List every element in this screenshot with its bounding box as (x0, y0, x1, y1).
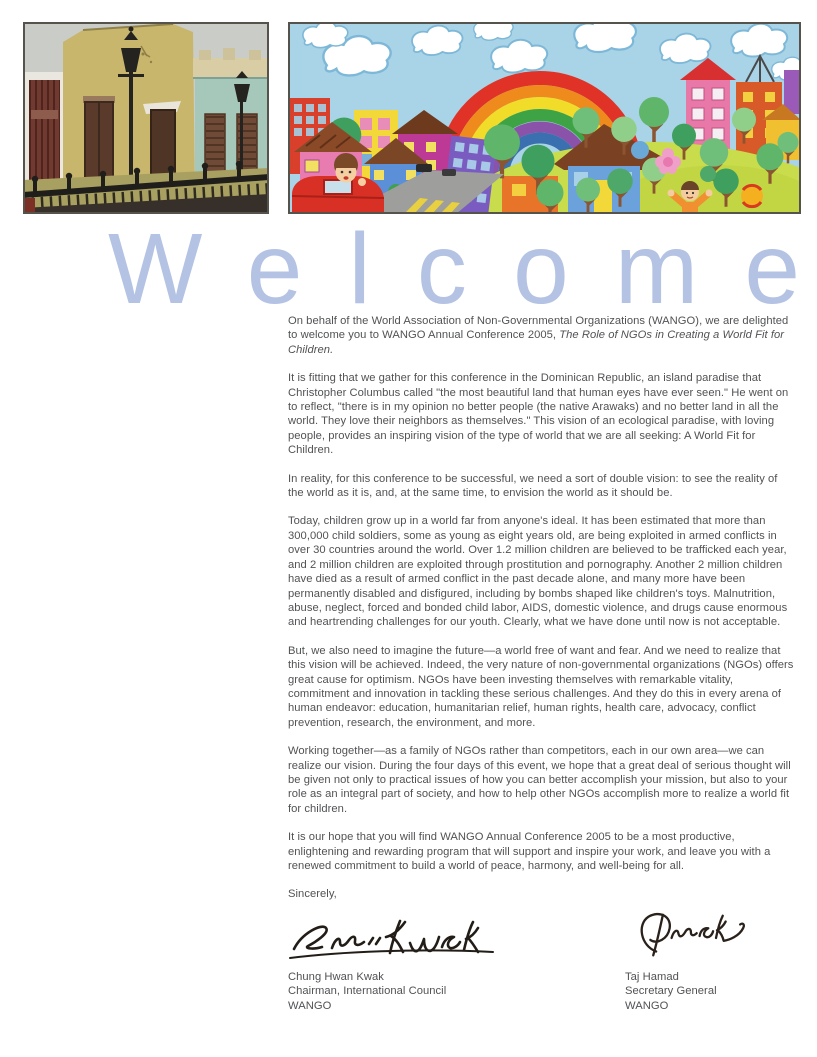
street-photo-illustration (23, 22, 269, 214)
paragraph-1-text: On behalf of the World Association of Non-Governmental Organizations (WANGO), we are delighted to welcome you to WANGO Annual Conference 2005, (288, 315, 789, 342)
signatory-chung-hwan-kwak (288, 909, 625, 1013)
kwak-signature (288, 909, 625, 965)
signatory-name: Chung Hwan Kwak (288, 970, 384, 983)
paragraph-5: But, we also need to imagine the future—a world free of want and fear. And we need to realize that this vision will be achieved. Indeed, the very nature of non-governmental organizations (NGOs) offers great cause for optimism. NGOs have been investing themselves with remarkable vitality, commitment and innovation in tackling these serious challenges. And they do this in every arena of human endeavor: education, humanitarian relief, human rights, health care, advocacy, conflict prevention, research, the environment, and more. (288, 644, 794, 729)
welcome-headline (106, 206, 812, 320)
conference-theme-italic: The Role of NGOs in Creating a World Fit for Children. (288, 329, 785, 356)
signatory-org: WANGO (288, 999, 332, 1012)
page-title (106, 206, 812, 320)
kwak-signature-drawing (288, 915, 496, 965)
kwak-name-block (288, 970, 625, 1013)
paragraph-2: It is fitting that we gather for this conference in the Dominican Republic, an island paradise that Christopher Columbus called "the most beautiful land that human eyes have ever seen." He went on to reflect, "there is in my opinion no better people (the native Arawaks) and no better land in all the world. They love their neighbors as themselves." This vision of an ecological paradise, with loving people, provides an inspiring vision of the type of world that we are all seeking: A World Fit for Children. (288, 372, 789, 457)
signatory-name: Taj Hamad (625, 970, 679, 983)
mural-illustration (288, 22, 801, 214)
signatory-org: WANGO (625, 999, 669, 1012)
street-photo (23, 22, 269, 214)
closing-line: Sincerely, (288, 888, 337, 901)
hamad-signature (625, 909, 795, 965)
welcome-letter-body (288, 314, 795, 1013)
welcome-headline-text: Welcome (108, 213, 800, 320)
paragraph-3: In reality, for this conference to be successful, we need a sort of double vision: to see the reality of the world as it is, and, at the same time, to envision the world as it should be. (288, 472, 778, 500)
children-mural-painting (288, 22, 801, 214)
hamad-name-block (625, 970, 795, 1013)
signatory-taj-hamad (625, 909, 795, 1013)
signatory-title: Secretary General (625, 985, 717, 998)
signature-section (288, 909, 795, 1013)
paragraph-7: It is our hope that you will find WANGO Annual Conference 2005 to be a most productive, enlightening and rewarding program that will support and inspire your work, and leave you with a renewed commitment to build a world of peace, harmony, and well-being for all. (288, 831, 771, 872)
signatory-title: Chairman, International Council (288, 985, 447, 998)
hamad-signature-drawing (625, 909, 751, 965)
paragraph-1 (288, 314, 795, 357)
paragraph-4: Today, children grow up in a world far from anyone's ideal. It has been estimated that more than 300,000 child soldiers, some as young as eight years old, are being exploited in armed conflicts in over 30 countries around the world. Over 1.2 million children are believed to be trafficked each year, and 2 million children are exploited through prostitution and pornography. Another 2 million children have died as a result of armed conflict in the past decade alone, and many more have been permanently disabled and disfigured, including by bombs shaped like children's toys. Malnutrition, abuse, neglect, forced and bonded child labor, AIDS, domestic violence, and drugs cause enormous and heartrending challenges for our youth. Clearly, what we have done until now is not acceptable. (288, 515, 788, 629)
paragraph-6: Working together—as a family of NGOs rather than competitors, each in our own area—we can realize our vision. During the four days of this event, we hope that a great deal of serious thought will be given not only to practical issues of how you can better accomplish your mission, but also to your role as an integral part of society, and how to help other NGOs accomplish more to realize a world fit for children. (288, 745, 791, 815)
